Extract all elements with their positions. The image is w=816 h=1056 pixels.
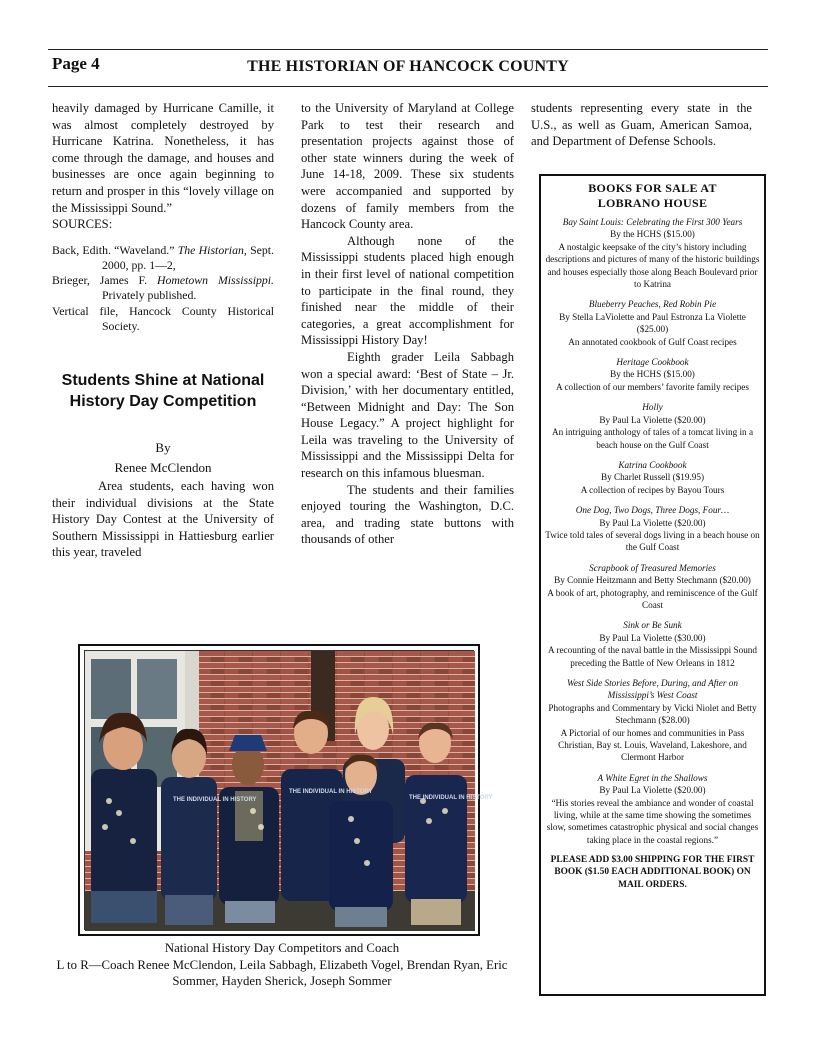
caption-line-1: National History Day Competitors and Coach <box>164 941 400 955</box>
article-paragraph: The students and their families enjoyed touring the Washington, D.C. area, and trading state buttons with thousands of other <box>301 482 514 547</box>
book-title: Sink or Be Sunk <box>623 620 682 631</box>
sources-list <box>52 243 274 334</box>
article-paragraph: Area students, each having won their individual divisions at the State History Day Contest at the University of Southern Mississippi in Hattiesburg earlier this year, traveled <box>52 478 274 560</box>
photo-shirt-text: THE INDIVIDUAL IN HISTORY <box>409 795 493 801</box>
book-description: An intriguing anthology of tales of a tomcat living in a beach house on the Gulf Coast <box>551 427 754 450</box>
photo-shirt-text: THE INDIVIDUAL IN HISTORY <box>289 789 373 795</box>
waveland-article-end: heavily damaged by Hurricane Camille, it was almost completely destroyed by Hurricane Katrina. Nonetheless, it has come through the damage, and houses and businesses are once again beginning to return and prosper in this “lovely village on the Mississippi Sound.” <box>52 101 274 215</box>
article-headline: Students Shine at National History Day Competition <box>61 371 265 410</box>
book-title: Scrapbook of Treasured Memories <box>589 562 716 573</box>
book-title: Katrina Cookbook <box>618 459 687 470</box>
book-title: A White Egret in the Shallows <box>597 772 708 783</box>
sources-label: SOURCES: <box>52 217 113 232</box>
book-listing <box>545 356 760 393</box>
book-description: A book of art, photography, and reminiscence of the Gulf Coast <box>547 587 758 610</box>
book-listing <box>545 562 760 612</box>
column-1 <box>52 100 274 561</box>
book-author: Photographs and Commentary by Vicki Niolet and Betty Stechmann ($28.00) <box>548 702 757 726</box>
book-author: By the HCHS ($15.00) <box>610 369 695 380</box>
book-description: Twice told tales of several dogs living in a beach house on the Gulf Coast <box>545 529 760 553</box>
article-paragraph: Although none of the Mississippi students placed high enough in their first level of national competition to participate in the final round, they finished near the middle of their categories, a great accomplishment for Mississippi History Day! <box>301 233 514 348</box>
book-description: A recounting of the naval battle in the Mississippi Sound preceding the Battle of New Orleans in 1812 <box>548 645 757 668</box>
book-author: By Paul La Violette ($20.00) <box>599 517 706 528</box>
book-listing <box>545 504 760 554</box>
book-author: By Connie Heitzmann and Betty Stechmann ($20.00) <box>554 575 751 586</box>
photo-caption <box>52 940 512 990</box>
caption-line-2: L to R—Coach Renee McClendon, Leila Sabbagh, Elizabeth Vogel, Brendan Ryan, Eric Sommer, Hayden Sherick, Joseph Sommer <box>56 957 508 988</box>
column-3 <box>531 100 752 150</box>
newsletter-title: THE HISTORIAN OF HANCOCK COUNTY <box>247 58 569 75</box>
shipping-note: PLEASE ADD $3.00 SHIPPING FOR THE FIRST BOOK ($1.50 EACH ADDITIONAL BOOK) ON MAIL ORDERS. <box>550 855 755 890</box>
book-author: By Stella LaViolette and Paul Estronza La Violette ($25.00) <box>559 311 746 335</box>
book-title: Blueberry Peaches, Red Robin Pie <box>588 299 717 310</box>
source-entry: Brieger, James F. Hometown Mississippi. Privately published. <box>52 273 274 303</box>
group-photo <box>84 650 493 930</box>
book-listing <box>545 298 760 348</box>
column-2 <box>301 100 514 548</box>
book-listing <box>545 619 760 669</box>
book-listing <box>545 772 760 846</box>
book-listing <box>545 459 760 496</box>
book-listing <box>545 677 760 764</box>
article-paragraph: to the University of Maryland at College Park to test their research and presentation projects against those of other state winners during the week of June 14-18, 2009. These six students were accompanied and supported by dozens of family members from the Hancock County area. <box>301 101 514 232</box>
source-entry: Back, Edith. “Waveland.” The Historian, Sept. 2000, pp. 1—2, <box>52 242 275 272</box>
page-number: Page 4 <box>52 54 100 73</box>
byline-by: By <box>155 439 171 455</box>
book-title: West Side Stories Before, During, and After on Mississippi’s West Coast <box>567 678 738 701</box>
book-title: One Dog, Two Dogs, Three Dogs, Four… <box>575 505 730 516</box>
books-box-title: BOOKS FOR SALE AT LOBRANO HOUSE <box>588 181 717 210</box>
article-paragraph: students representing every state in the U.S., as well as Guam, American Samoa, and Department of Defense Schools. <box>531 101 752 149</box>
book-author: By Paul La Violette ($20.00) <box>599 414 706 425</box>
header-bottom-rule <box>48 86 768 87</box>
book-description: A collection of our members’ favorite family recipes <box>556 381 749 392</box>
book-listing <box>545 216 760 290</box>
book-description: A collection of recipes by Bayou Tours <box>580 484 725 495</box>
header-top-rule <box>48 49 768 50</box>
source-entry: Vertical file, Hancock County Historical Society. <box>52 303 274 333</box>
group-photo-frame <box>78 644 493 936</box>
book-author: By the HCHS ($15.00) <box>610 229 695 240</box>
book-description: A Pictorial of our homes and communities in Pass Christian, Bay st. Louis, Waveland, Lakeshore, and Clermont Harbor <box>558 727 747 763</box>
book-author: By Paul La Violette ($20.00) <box>599 785 706 796</box>
byline-author: Renee McClendon <box>114 459 212 475</box>
books-for-sale-box <box>539 174 766 996</box>
book-description: A nostalgic keepsake of the city’s history including descriptions and pictures of many of the historic buildings and houses especially those along Beach Boulevard prior to Katrina <box>545 241 760 290</box>
book-description: “His stories reveal the ambiance and wonder of coastal living, while at the same time showing the sometimes slow, sometimes catastrophic physical and social changes taking place in the coastal regions.” <box>546 797 759 845</box>
book-title: Bay Saint Louis: Celebrating the First 300 Years <box>562 217 743 227</box>
article-byline <box>52 438 274 478</box>
book-author: By Charlet Russell ($19.95) <box>600 472 705 483</box>
book-author: By Paul La Violette ($30.00) <box>599 632 706 643</box>
photo-shirt-text: THE INDIVIDUAL IN HISTORY <box>173 797 257 803</box>
book-description: An annotated cookbook of Gulf Coast recipes <box>568 336 737 347</box>
book-title: Holly <box>642 402 663 413</box>
book-listing <box>545 401 760 451</box>
book-title: Heritage Cookbook <box>616 357 689 368</box>
article-paragraph: Eighth grader Leila Sabbagh won a special award: ‘Best of State – Jr. Division,’ with her documentary entitled, “Between Midnight and Day: The Son House Legacy.” A project highlight for Leila was traveling to the University of Mississippi and the Mississippi Delta for research on this infamous bluesman. <box>301 349 514 481</box>
